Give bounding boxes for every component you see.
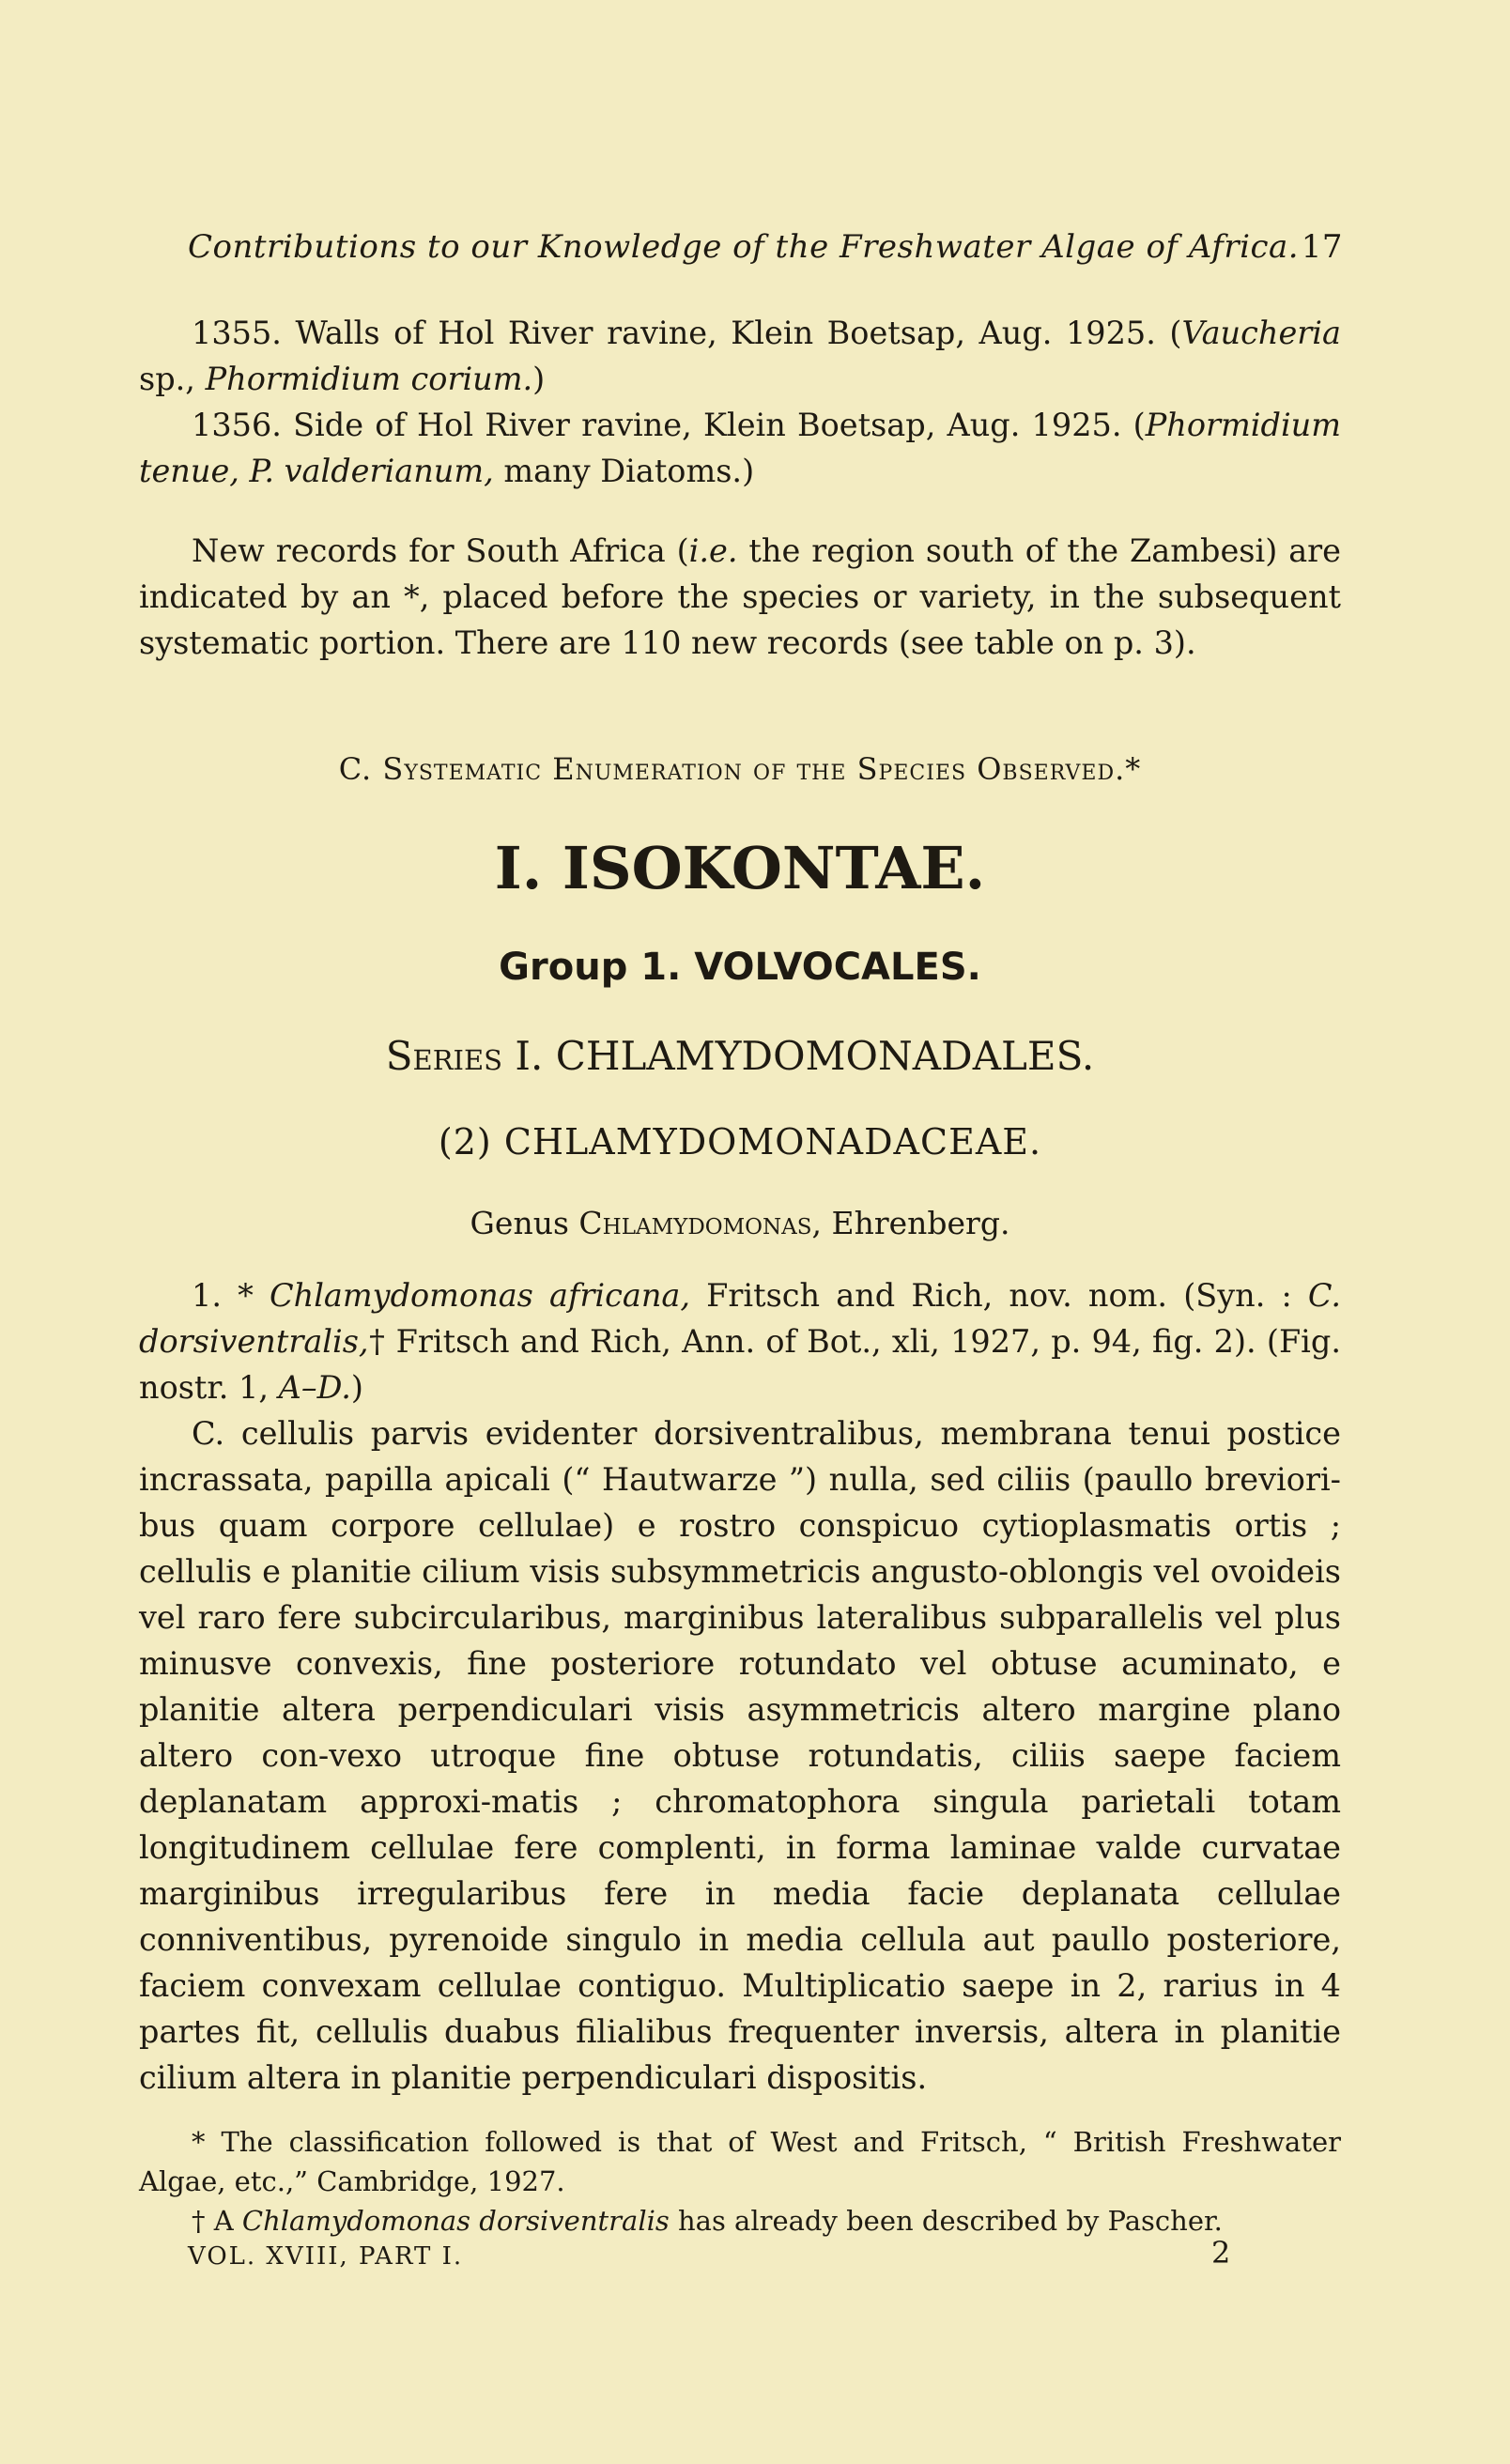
signature-volume: VOL. XVIII, PART I. — [188, 2242, 464, 2271]
running-head-title: Contributions to our Knowledge of the Freshwater Algae of Africa. — [188, 228, 1300, 266]
species-description: C. cellulis parvis evidenter dorsiventralibus, membrana tenui postice incrassata, papilla apicali (“ Hautwarze ”) nulla, sed ciliis (paullo breviori-bus quam corpore cellulae) e rostro conspicuo cytioplasmatis ortis ; cellulis e planitie cilium visis subsymmetricis angusto-oblongis vel ovoideis vel raro fere subcircularibus, marginibus lateralibus subparallelis vel plus minusve convexis, fine posteriore rotundato vel obtuse acuminato, e planitie altera perpendiculari visis asymmetricis altero margine plano altero con-vexo utroque fine obtuse rotundatis, ciliis saepe faciem deplanatam approxi-matis ; chromatophora singula parietali totam longitudinem cellulae fere complenti, in forma laminae valde curvatae marginibus irregularibus fere in media facie deplanata cellulae conniventibus, pyrenoide singulo in media cellula aut paullo posteriore, faciem convexam cellulae contiguo. Multiplicatio saepe in 2, rarius in 4 partes fit, cellulis duabus filialibus frequenter inversis, altera in planitie cilium altera in planitie perpendiculari dispositis. — [139, 1415, 1341, 2096]
new-records-paragraph: New records for South Africa (i.e. the region south of the Zambesi) are indicated by an *, placed before the species or variety, in the subsequent systematic portion. There are 110 new records (see table on p. 3). — [139, 532, 1342, 661]
record-1356: 1356. Side of Hol River ravine, Klein Boetsap, Aug. 1925. (Phormidium tenue, P. valderianum, many Diatoms.) — [139, 407, 1341, 489]
footnote-1: * The classification followed is that of West and Fritsch, “ British Freshwater Algae, etc.,” Cambridge, 1927. — [139, 2126, 1342, 2197]
section-heading: C. Systematic Enumeration of the Species Observed.* — [338, 751, 1142, 787]
genus-heading: Genus Chlamydomonas, Ehrenberg. — [470, 1205, 1010, 1241]
running-head — [188, 228, 1343, 266]
species-entry: 1. * Chlamydomonas africana, Fritsch and Rich, nov. nom. (Syn. : C. dorsiventralis,† Fritsch and Rich, Ann. of Bot., xli, 1927, p. 94, fig. 2). (Fig. nostr. 1, A–D.) C. cellulis parvis evidenter dorsiventralibus, membrana tenui postice incrassata, papilla apicali (“ Hautwarze ”) nulla, sed ciliis (paullo breviori-bus quam corpore cellulae) e rostro conspicuo cytioplasmatis ortis ; cellulis e planitie cilium visis subsymmetricis angusto-oblongis vel ovoideis vel raro fere subcircularibus, marginibus lateralibus subparallelis vel plus minusve convexis, fine posteriore rotundato vel obtuse acuminato, e planitie altera perpendiculari visis asymmetricis altero margine plano altero con-vexo utroque fine obtuse rotundatis, ciliis saepe faciem deplanatam approxi-matis ; chromatophora singula parietali totam longitudinem cellulae fere complenti, in forma laminae valde curvatae marginibus irregularibus fere in media facie deplanata cellulae conniventibus, pyrenoide singulo in media cellula aut paullo posteriore, faciem convexam cellulae contiguo. Multiplicatio saepe in 2, rarius in 4 partes fit, cellulis duabus filialibus frequenter inversis, altera in planitie cilium altera in planitie perpendiculari dispositis. — [139, 1272, 1341, 2101]
signature-number: 2 — [1211, 2235, 1231, 2271]
group-heading: Group 1. VOLVOCALES. — [499, 946, 981, 989]
record-1355: 1355. Walls of Hol River ravine, Klein Boetsap, Aug. 1925. (Vaucheria sp., Phormidium corium.) — [139, 315, 1341, 397]
footnote-2: † A Chlamydomonas dorsiventralis has already been described by Pascher. — [192, 2205, 1223, 2237]
footnotes — [139, 2122, 1341, 2241]
family-heading: (2) CHLAMYDOMONADACEAE. — [438, 1121, 1042, 1163]
class-heading: I. ISOKONTAE. — [494, 834, 986, 902]
page-number: 17 — [1301, 228, 1343, 266]
records-block — [139, 310, 1341, 494]
series-heading: Series I. CHLAMYDOMONADALES. — [385, 1033, 1095, 1079]
